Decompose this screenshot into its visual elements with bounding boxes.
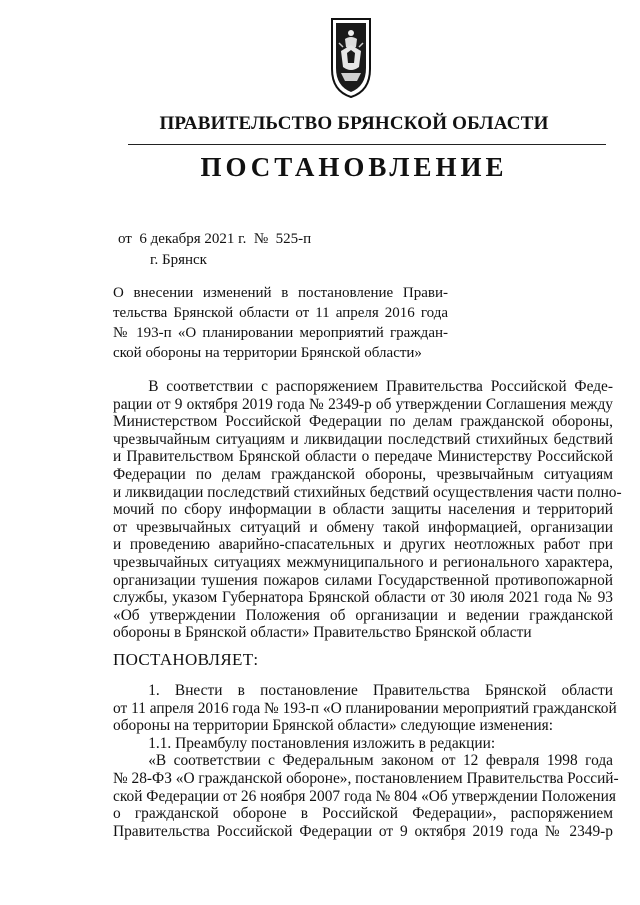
subject-line: № 193-п «О планировании мероприятий граждан- xyxy=(113,325,448,341)
text-line: службы, указом Губернатора Брянской области от 30 июля 2021 года № 93 xyxy=(113,589,613,607)
document-type-title: ПОСТАНОВЛЕНИЕ xyxy=(200,152,508,182)
text-line: обороны на территории Брянской области» следующие изменения: xyxy=(113,717,554,735)
text-line: Министерством Российской Федерации по делам гражданской обороны, xyxy=(113,413,613,431)
coat-of-arms-icon xyxy=(329,17,373,99)
text-line: В соответствии с распоряжением Правительства Российской Феде- xyxy=(148,378,613,395)
text-line: 1. Внести в постановление Правительства Брянской области xyxy=(148,682,613,699)
text-line: от 11 апреля 2016 года № 193-п «О планировании мероприятий гражданской xyxy=(113,699,617,717)
text-line: чрезвычайных ситуациях межмуниципального и регионального характера, xyxy=(113,553,613,571)
document-date-number: от 6 декабря 2021 г. № 525-п xyxy=(118,231,312,247)
text-line: обороны в Брянской области» Правительство Брянской области xyxy=(113,624,532,642)
text-line: Федерации по делам гражданской обороны, чрезвычайным ситуациям xyxy=(113,465,613,483)
text-line: от чрезвычайных ситуаций и обмену такой информацией, организации xyxy=(113,518,613,536)
preamble-paragraph xyxy=(113,378,622,642)
text-line: «В соответствии с Федеральным законом от 12 февраля 1998 года xyxy=(148,752,613,770)
text-line: Правительства Российской Федерации от 9 октября 2019 года № 2349-р xyxy=(113,822,613,840)
text-line: рации от 9 октября 2019 года № 2349-р об утверждении Соглашения между xyxy=(113,395,613,413)
text-line: и Правительством Брянской области о передаче Министерству Российской xyxy=(113,448,613,466)
text-line: ской Федерации от 26 ноября 2007 года № 804 «Об утверждении Положения xyxy=(113,787,616,805)
subject-line: ской обороны на территории Брянской области» xyxy=(113,345,422,361)
text-line: № 28-ФЗ «О гражданской обороне», постановлением Правительства Россий- xyxy=(113,769,619,787)
decree-word: ПОСТАНОВЛЯЕТ: xyxy=(113,650,259,669)
text-line: и ликвидации последствий стихийных бедствий осуществления части полно- xyxy=(113,483,622,501)
document-city: г. Брянск xyxy=(150,252,207,268)
text-line: о гражданской обороне в Российской Федерации», распоряжением xyxy=(113,805,613,823)
items-paragraph xyxy=(113,682,619,840)
text-line: «Об утверждении Положения об организации и ведении гражданской xyxy=(113,606,613,624)
header-divider xyxy=(128,144,606,145)
text-line: и проведению аварийно-спасательных и других неотложных работ при xyxy=(113,536,613,554)
subject-line: тельства Брянской области от 11 апреля 2016 года xyxy=(113,305,448,321)
organization-title: ПРАВИТЕЛЬСТВО БРЯНСКОЙ ОБЛАСТИ xyxy=(159,113,549,134)
subject-line: О внесении изменений в постановление Прави- xyxy=(113,285,448,301)
document-subject xyxy=(113,283,448,363)
text-line: организации тушения пожаров силами Государственной противопожарной xyxy=(113,571,613,589)
text-line: мочий по сбору информации в области защиты населения и территорий xyxy=(113,501,613,519)
text-line: чрезвычайным ситуациям и ликвидации последствий стихийных бедствий xyxy=(113,430,613,448)
text-line: 1.1. Преамбулу постановления изложить в редакции: xyxy=(148,734,496,752)
